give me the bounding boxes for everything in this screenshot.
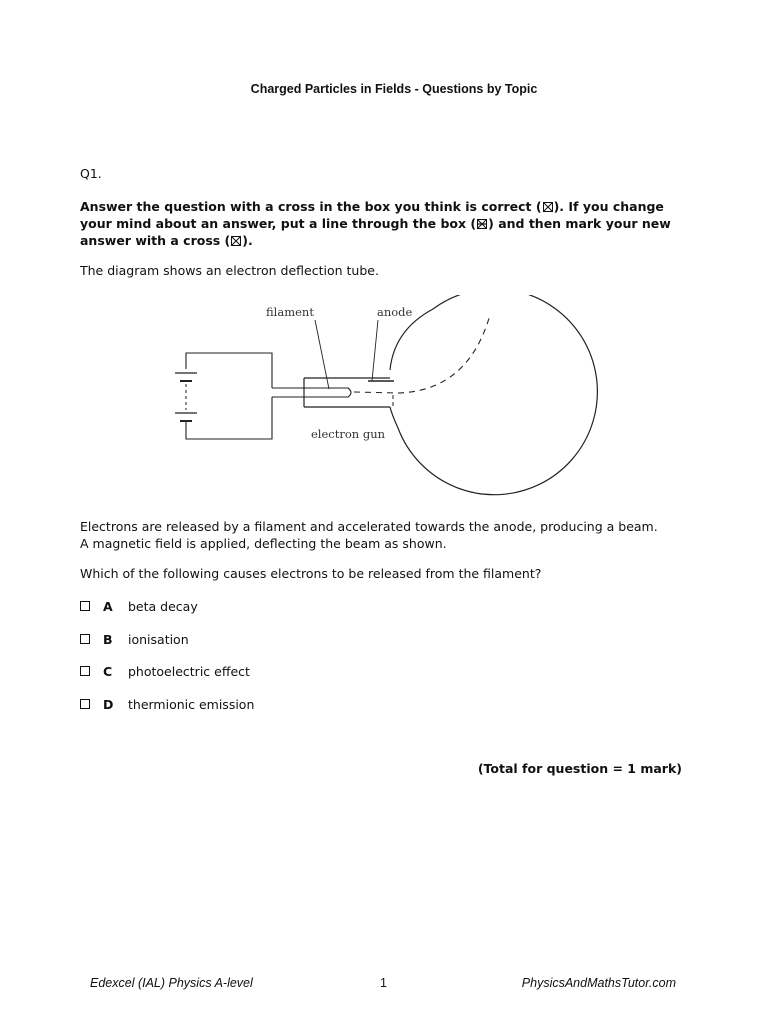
instructions-text-1: Answer the question with a cross in the box you think is correct ( [80, 199, 542, 214]
footer-exam-board: Edexcel (IAL) Physics A-level [90, 976, 253, 990]
question-total-marks: (Total for question = 1 mark) [477, 761, 682, 776]
instructions-text-3: ) and then mark your new answer with a cross ( [80, 216, 671, 248]
filament-label: filament [266, 305, 314, 319]
crossed-box-icon [543, 202, 553, 212]
explanation-line-1: Electrons are released by a filament and accelerated towards the anode, producing a beam. [80, 519, 658, 534]
footer-page-number: 1 [380, 976, 387, 990]
question-prompt: Which of the following causes electrons to be released from the filament? [80, 566, 542, 581]
option-letter: C [103, 663, 113, 679]
crossed-box-icon [231, 236, 241, 246]
circuit-wire [186, 353, 272, 439]
explanation-line-2: A magnetic field is applied, deflecting the beam as shown. [80, 536, 447, 551]
answer-checkbox[interactable] [80, 601, 90, 611]
anode-label: anode [377, 305, 413, 319]
filament-pointer [315, 320, 329, 389]
filament-element [272, 388, 351, 397]
option-text: beta decay [128, 598, 198, 614]
option-letter: A [103, 598, 113, 614]
instructions-text-2: ). If you change your mind about an answer, put a line through the box ( [80, 199, 664, 231]
option-text: ionisation [128, 631, 189, 647]
option-a[interactable] [80, 597, 198, 615]
explanation-paragraph [80, 518, 720, 552]
answer-checkbox[interactable] [80, 634, 90, 644]
question-number: Q1. [80, 166, 102, 181]
question-intro: The diagram shows an electron deflection tube. [80, 263, 379, 278]
question-instructions [80, 198, 700, 249]
tube-bulb-outline [390, 295, 597, 495]
answer-checkbox[interactable] [80, 666, 90, 676]
answer-checkbox[interactable] [80, 699, 90, 709]
option-text: thermionic emission [128, 696, 255, 712]
instructions-text-4: ). [242, 233, 253, 248]
electron-deflection-tube-diagram [168, 295, 608, 510]
footer-website: PhysicsAndMathsTutor.com [521, 976, 676, 990]
electron-gun-label: electron gun [311, 427, 386, 441]
option-text: photoelectric effect [128, 663, 250, 679]
page-title: Charged Particles in Fields - Questions by Topic [250, 82, 538, 96]
option-b[interactable] [80, 630, 189, 648]
option-letter: B [103, 631, 113, 647]
option-c[interactable] [80, 662, 250, 680]
option-letter: D [103, 696, 114, 712]
anode-pointer [372, 320, 378, 381]
struck-crossed-box-icon [477, 219, 487, 229]
option-d[interactable] [80, 695, 254, 713]
